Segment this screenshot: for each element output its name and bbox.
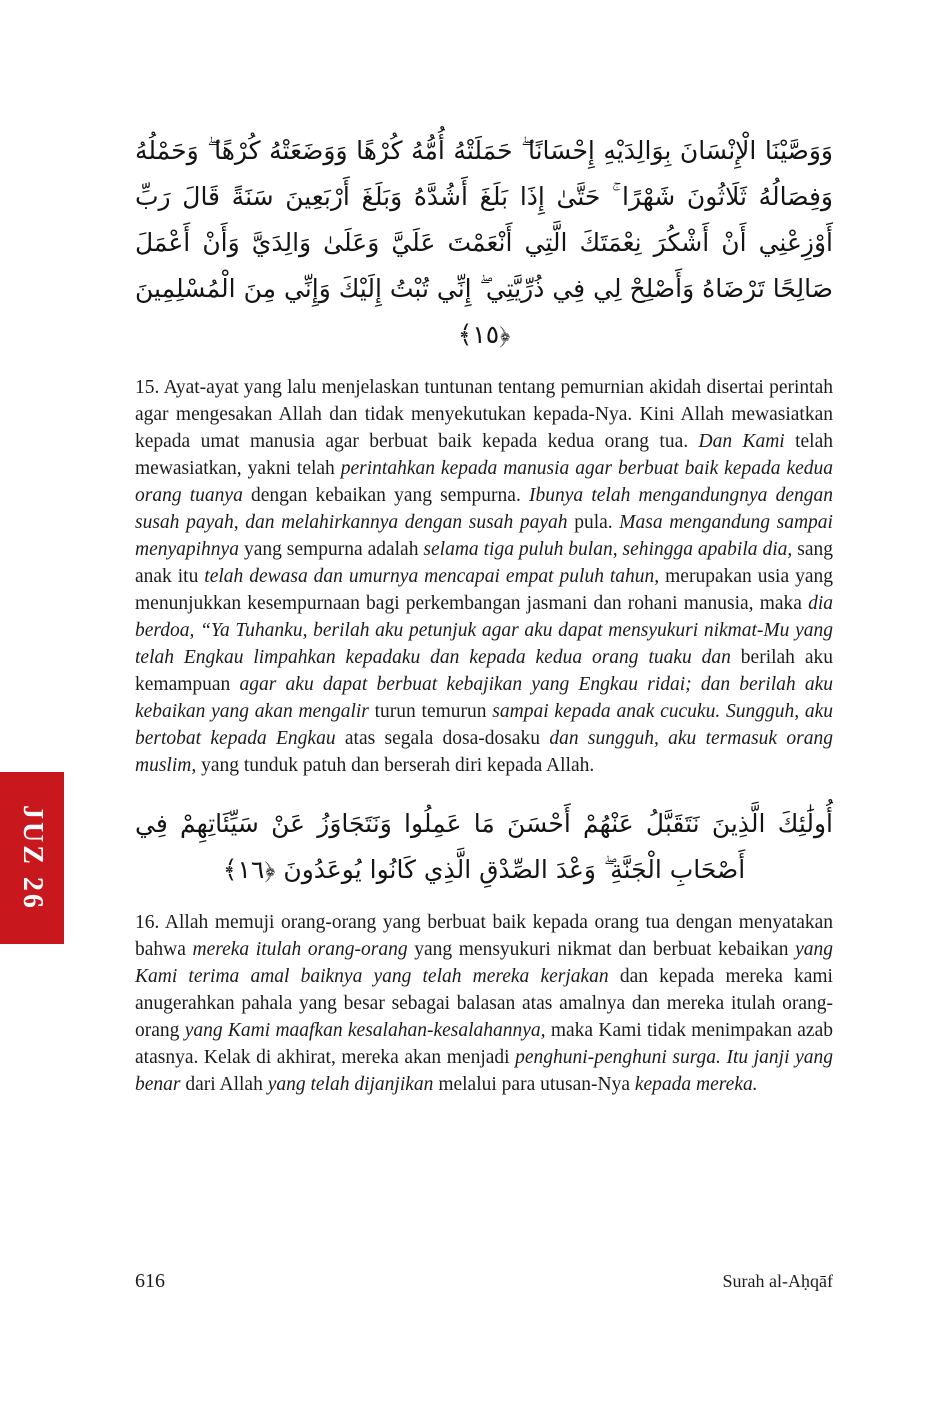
text-segment: dia berdoa, “Ya Tuhanku, berilah aku petunjuk agar aku dapat mensyukuri nikmat-Mu yang telah Engkau limpahkan kepadaku dan kepada kedua orang tuaku dan	[135, 593, 833, 668]
arabic-verse-16: أُولَٰئِكَ الَّذِينَ نَتَقَبَّلُ عَنْهُمْ أَحْسَنَ مَا عَمِلُوا وَنَتَجَاوَزُ عَنْ سَيِّئَاتِهِمْ فِي أَصْحَابِ الْجَنَّةِ ۖ وَعْدَ الصِّدْقِ الَّذِي كَانُوا يُوعَدُونَ ﴿١٦﴾	[135, 809, 833, 884]
text-segment: merupakan usia yang menunjukkan kesempurnaan bagi perkembangan jasmani dan rohani manusia, maka	[135, 566, 833, 614]
text-segment: agar aku dapat berbuat kebajikan yang Engkau ridai; dan berilah aku kebaikan yang akan mengalir	[135, 674, 833, 722]
text-segment: kepada mereka.	[634, 1074, 758, 1095]
text-segment: selama tiga puluh bulan, sehingga apabila dia,	[423, 539, 798, 560]
text-segment: yang Kami maafkan kesalahan-kesalahannya,	[184, 1020, 551, 1041]
text-segment: dengan kebaikan yang sempurna.	[251, 485, 530, 506]
page-number: 616	[135, 1270, 165, 1292]
text-segment: dan sungguh, aku termasuk orang muslim,	[135, 728, 833, 776]
text-segment: dari Allah	[185, 1074, 268, 1095]
text-segment: mereka itulah orang-orang	[192, 939, 415, 960]
text-segment: Masa mengandung sampai menyapihnya	[135, 512, 833, 560]
text-segment: perintahkan kepada manusia agar berbuat baik kepada kedua orang tuanya	[135, 458, 833, 506]
text-segment: maka Kami tidak menimpakan azab atasnya. Kelak di akhirat, mereka akan menjadi	[135, 1020, 833, 1068]
text-segment: yang Kami terima amal baiknya yang telah mereka kerjakan	[135, 939, 833, 987]
text-segment: penghuni-penghuni surga. Itu janji yang benar	[135, 1047, 833, 1095]
text-segment: atas segala dosa-dosaku	[344, 728, 550, 749]
text-segment: Dan Kami	[698, 431, 796, 452]
surah-name: Surah al-Aḥqāf	[722, 1271, 833, 1291]
text-segment: yang mensyukuri nikmat dan berbuat kebaikan	[414, 939, 796, 960]
text-segment: 16. Allah memuji orang-orang yang berbuat baik kepada orang tua dengan menyatakan bahwa	[135, 912, 833, 960]
text-segment: dan kepada mereka kami anugerahkan pahala yang besar sebagai balasan atas amalnya dan mereka itulah orang-orang	[135, 966, 833, 1041]
arabic-verse-15: وَوَصَّيْنَا الْإِنْسَانَ بِوَالِدَيْهِ إِحْسَانًا ۖ حَمَلَتْهُ أُمُّهُ كُرْهًا وَوَضَعَتْهُ كُرْهًا ۖ وَحَمْلُهُ وَفِصَالُهُ ثَلَاثُونَ شَهْرًا ۚ حَتَّىٰ إِذَا بَلَغَ أَشُدَّهُ وَبَلَغَ أَرْبَعِينَ سَنَةً قَالَ رَبِّ أَوْزِعْنِي أَنْ أَشْكُرَ نِعْمَتَكَ الَّتِي أَنْعَمْتَ عَلَيَّ وَعَلَىٰ وَالِدَيَّ وَأَنْ أَعْمَلَ صَالِحًا تَرْضَاهُ وَأَصْلِحْ لِي فِي ذُرِّيَّتِي ۖ إِنِّي تُبْتُ إِلَيْكَ وَإِنِّي مِنَ الْمُسْلِمِينَ ﴿١٥﴾	[135, 136, 833, 349]
translation-paragraph-16	[135, 909, 833, 1098]
text-segment: Ibunya telah mengandungnya dengan susah payah, dan melahirkannya dengan susah payah	[135, 485, 833, 533]
text-segment: 15. Ayat-ayat yang lalu menjelaskan tuntunan tentang pemurnian akidah disertai perintah agar mengesakan Allah dan tidak menyekutukan kepada-Nya. Kini Allah mewasiatkan kepada umat manusia agar berbuat baik kepada kedua orang tua.	[135, 377, 833, 452]
text-segment: yang sempurna adalah	[243, 539, 424, 560]
text-segment: pula.	[574, 512, 620, 533]
text-segment: melalui para utusan-Nya	[438, 1074, 635, 1095]
juz-tab	[0, 772, 64, 944]
text-segment: yang tunduk patuh dan berserah diri kepada Allah.	[201, 755, 595, 776]
page-footer	[135, 1270, 833, 1293]
juz-tab-label: JUZ 26	[17, 805, 48, 911]
text-segment: yang telah dijanjikan	[267, 1074, 439, 1095]
text-segment: sampai kepada anak cucuku. Sungguh, aku bertobat kepada Engkau	[135, 701, 833, 749]
text-segment: telah dewasa dan umurnya mencapai empat puluh tahun,	[204, 566, 666, 587]
page-content	[135, 128, 833, 1098]
translation-paragraph-15	[135, 374, 833, 779]
text-segment: turun temurun	[374, 701, 493, 722]
text-segment: telah mewasiatkan, yakni telah	[135, 431, 833, 479]
text-segment: sang anak itu	[135, 539, 833, 587]
text-segment: berilah aku kemampuan	[135, 647, 833, 695]
